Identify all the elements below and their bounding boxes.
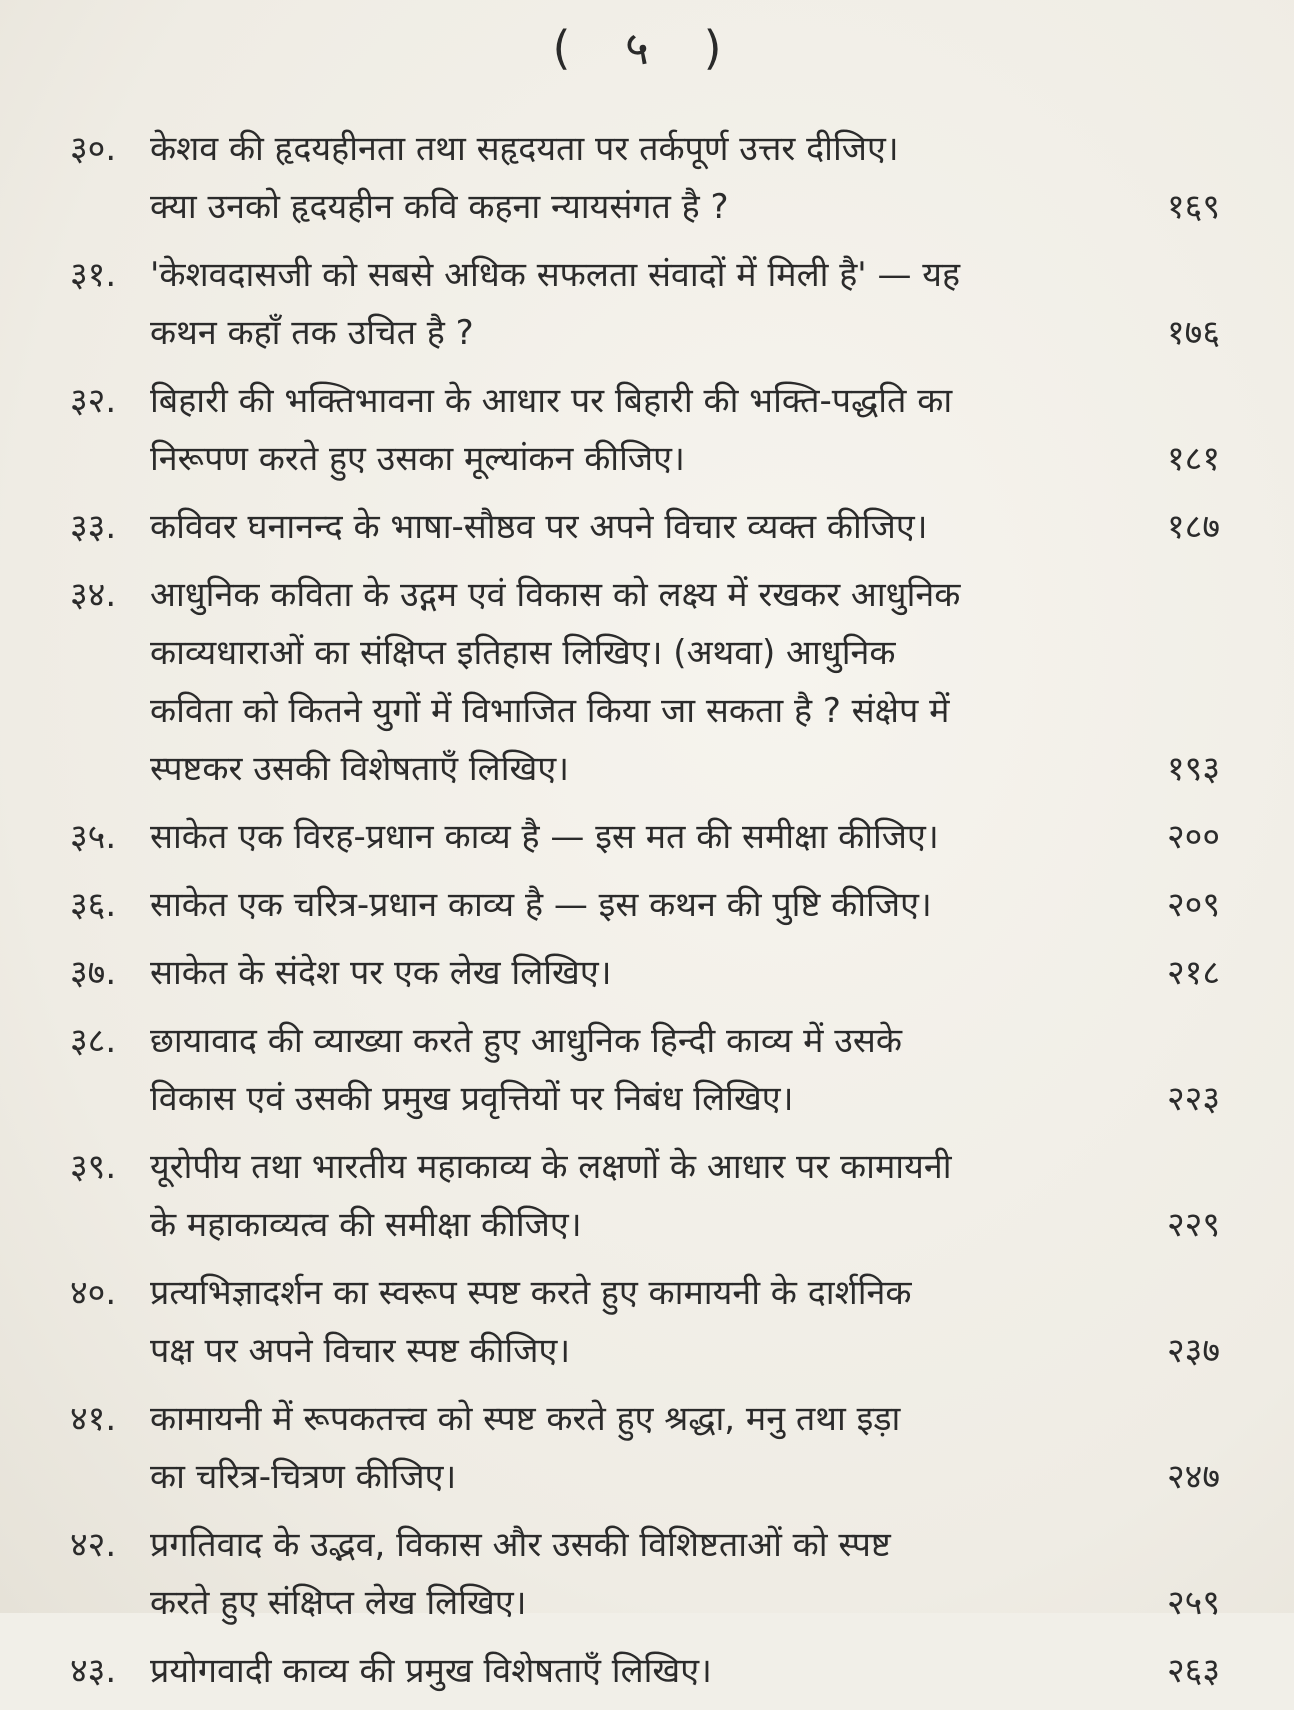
entry-page-number: २२३: [1166, 1079, 1220, 1119]
entry-page-number: २६३: [1166, 1651, 1220, 1691]
entry-page-number: १६९: [1166, 187, 1220, 227]
entry-text-line: आधुनिक कविता के उद्गम एवं विकास को लक्ष्य में रखकर आधुनिक: [150, 575, 961, 615]
entry-page-number: १९३: [1166, 749, 1220, 789]
entry-text-line: क्या उनको हृदयहीन कवि कहना न्यायसंगत है ?: [150, 187, 729, 227]
entry-text-line: काव्यधाराओं का संक्षिप्त इतिहास लिखिए। (अथवा) आधुनिक: [150, 633, 896, 673]
entry-number: ४१.: [70, 1399, 117, 1439]
entry-page-number: २००: [1166, 817, 1220, 857]
entry-text-line: कविवर घनानन्द के भाषा-सौष्ठव पर अपने विचार व्यक्त कीजिए।: [150, 507, 928, 547]
entry-text-line: यूरोपीय तथा भारतीय महाकाव्य के लक्षणों के आधार पर कामायनी: [150, 1147, 952, 1187]
entry-text-line: प्रयोगवादी काव्य की प्रमुख विशेषताएँ लिखिए।: [150, 1651, 712, 1691]
entry-text-line: पक्ष पर अपने विचार स्पष्ट कीजिए।: [150, 1331, 571, 1371]
toc-entry: [70, 1642, 1220, 1700]
entry-text-line: का चरित्र-चित्रण कीजिए।: [150, 1457, 457, 1497]
entry-text-line: छायावाद की व्याख्या करते हुए आधुनिक हिन्दी काव्य में उसके: [150, 1021, 902, 1061]
toc-entry: [70, 1264, 1220, 1380]
entry-page-number: २१८: [1166, 953, 1220, 993]
toc-entry: [70, 372, 1220, 488]
entry-text-line: विकास एवं उसकी प्रमुख प्रवृत्तियों पर निबंध लिखिए।: [150, 1079, 794, 1119]
entry-text-line: स्पष्टकर उसकी विशेषताएँ लिखिए।: [150, 749, 570, 789]
toc-entry: [70, 876, 1220, 934]
entry-page-number: २२९: [1166, 1205, 1220, 1245]
entry-number: ३८.: [70, 1021, 117, 1061]
entry-text-line: कविता को कितने युगों में विभाजित किया जा सकता है ? संक्षेप में: [150, 691, 950, 731]
entry-page-number: २४७: [1166, 1457, 1220, 1497]
entry-number: ३५.: [70, 817, 117, 857]
toc-entry: [70, 1012, 1220, 1128]
entry-text-line: कथन कहाँ तक उचित है ?: [150, 313, 474, 353]
entry-number: ४०.: [70, 1273, 117, 1313]
entry-text-line: 'केशवदासजी को सबसे अधिक सफलता संवादों में मिली है' — यह: [150, 255, 961, 295]
entry-number: ३६.: [70, 885, 117, 925]
entry-page-number: २०९: [1166, 885, 1220, 925]
entry-number: ३०.: [70, 129, 117, 169]
entry-number: ४२.: [70, 1525, 117, 1565]
toc-entry: [70, 566, 1220, 798]
entry-number: ३७.: [70, 953, 117, 993]
page-number: ( ५ ): [552, 21, 742, 75]
toc-entry: [70, 1390, 1220, 1506]
entry-number: ३२.: [70, 381, 117, 421]
entry-page-number: २५९: [1166, 1583, 1220, 1623]
entry-number: ३१.: [70, 255, 117, 295]
entry-number: ३४.: [70, 575, 117, 615]
entry-text-line: प्रत्यभिज्ञादर्शन का स्वरूप स्पष्ट करते हुए कामायनी के दार्शनिक: [150, 1273, 912, 1313]
toc-entry: [70, 246, 1220, 362]
entry-number: ४३.: [70, 1651, 117, 1691]
entry-text-line: करते हुए संक्षिप्त लेख लिखिए।: [150, 1583, 527, 1623]
entry-text-line: साकेत एक विरह-प्रधान काव्य है — इस मत की समीक्षा कीजिए।: [150, 817, 939, 857]
entry-page-number: १७६: [1166, 313, 1220, 353]
entry-page-number: १८७: [1166, 507, 1220, 547]
entry-text-line: साकेत के संदेश पर एक लेख लिखिए।: [150, 953, 612, 993]
entry-number: ३९.: [70, 1147, 117, 1187]
entry-page-number: २३७: [1166, 1331, 1220, 1371]
toc-entry: [70, 808, 1220, 866]
table-of-contents: [70, 120, 1220, 1710]
entry-text-line: प्रगतिवाद के उद्भव, विकास और उसकी विशिष्टताओं को स्पष्ट: [150, 1525, 891, 1565]
entry-text-line: केशव की हृदयहीनता तथा सहृदयता पर तर्कपूर्ण उत्तर दीजिए।: [150, 129, 899, 169]
entry-number: ३३.: [70, 507, 117, 547]
entry-text-line: बिहारी की भक्तिभावना के आधार पर बिहारी की भक्ति-पद्धति का: [150, 381, 953, 421]
entry-page-number: १८१: [1166, 439, 1220, 479]
toc-entry: [70, 498, 1220, 556]
toc-entry: [70, 120, 1220, 236]
entry-text-line: साकेत एक चरित्र-प्रधान काव्य है — इस कथन की पुष्टि कीजिए।: [150, 885, 932, 925]
toc-entry: [70, 944, 1220, 1002]
entry-text-line: के महाकाव्यत्व की समीक्षा कीजिए।: [150, 1205, 582, 1245]
entry-text-line: कामायनी में रूपकतत्त्व को स्पष्ट करते हुए श्रद्धा, मनु तथा इड़ा: [150, 1399, 901, 1439]
toc-entry: [70, 1138, 1220, 1254]
toc-entry: [70, 1516, 1220, 1632]
entry-text-line: निरूपण करते हुए उसका मूल्यांकन कीजिए।: [150, 439, 685, 479]
